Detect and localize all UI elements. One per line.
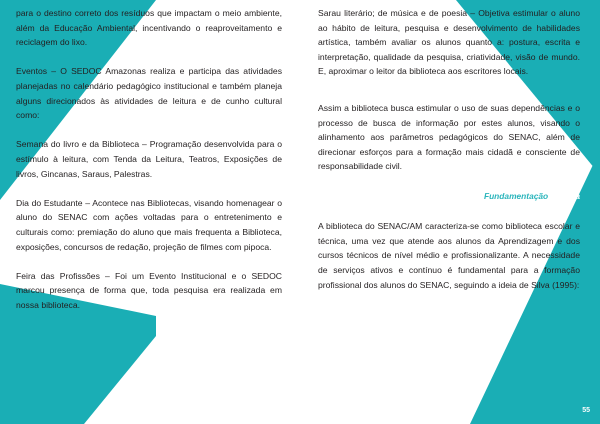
paragraph-biblioteca-senac: A biblioteca do SENAC/AM caracteriza-se como biblioteca escolar e técnica, uma vez que atende aos alunos da Aprendizagem e dos cursos técnicos de nível médio e profissionalizante. A necessidade de serviços ativos e contínuo é fundamental para a formação profissional dos alunos do SENAC, seguindo a ideia de Silva (1995): [318, 221, 580, 290]
paragraph-assim: Assim a biblioteca busca estimular o uso de suas dependências e o processo de busca de informação por estes alunos, visando o alinhamento aos parâmetros pedagógicos do SENAC, além de direcionar esforços para a formação mais cidadã e consciente de responsabilidade civil. [318, 102, 580, 172]
paragraph-dia-estudante: Dia do Estudante – Acontece nas Bibliotecas, visando homenagear o aluno do SENAC com ações voltadas para o entretenimento e culturais como: premiação do aluno que mais frequenta a Biblioteca, exposições, concursos de redação, projeção de filmes com pipoca. [16, 197, 282, 252]
paragraph-sarau: Sarau literário; de música e de poesia – Objetiva estimular o aluno ao hábito de leitura, pesquisa e desenvolvimento de habilidades artística, também avaliar os alunos quanto a: postura, escrita e interpretação, qualidade da pesquisa, criatividade, visão de mundo. E, aproximar o leitor da biblioteca aos escritores locais. [318, 8, 580, 77]
paragraph-residuos: para o destino correto dos resíduos que impactam o meio ambiente, além da Educação Ambiental, incentivando o reaproveitamento e reciclagem do lixo. [16, 8, 282, 48]
left-column [16, 6, 282, 327]
right-column [318, 6, 580, 307]
page-number: 55 [582, 407, 590, 414]
section-heading-part2: Teórica [550, 190, 580, 201]
paragraph-semana-livro: Semana do livro e da Biblioteca – Programação desenvolvida para o estímulo à leitura, com Tenda da Leitura, Teatros, Exposições de livros, Gincanas, Saraus, Palestras. [16, 139, 282, 179]
paragraph-eventos: Eventos – O SEDOC Amazonas realiza e participa das atividades planejadas no calendário pedagógico institucional e também planeja alguns direcionados às atividades de leitura e de cunho cultural como: [16, 66, 282, 121]
section-heading-part1: Fundamentação [483, 190, 549, 201]
paragraph-feira-profissoes: Feira das Profissões – Foi um Evento Institucional e o SEDOC marcou presença de forma que, toda pesquisa era realizada em nossa biblioteca. [16, 270, 282, 310]
section-heading-fundamentacao [318, 189, 580, 204]
